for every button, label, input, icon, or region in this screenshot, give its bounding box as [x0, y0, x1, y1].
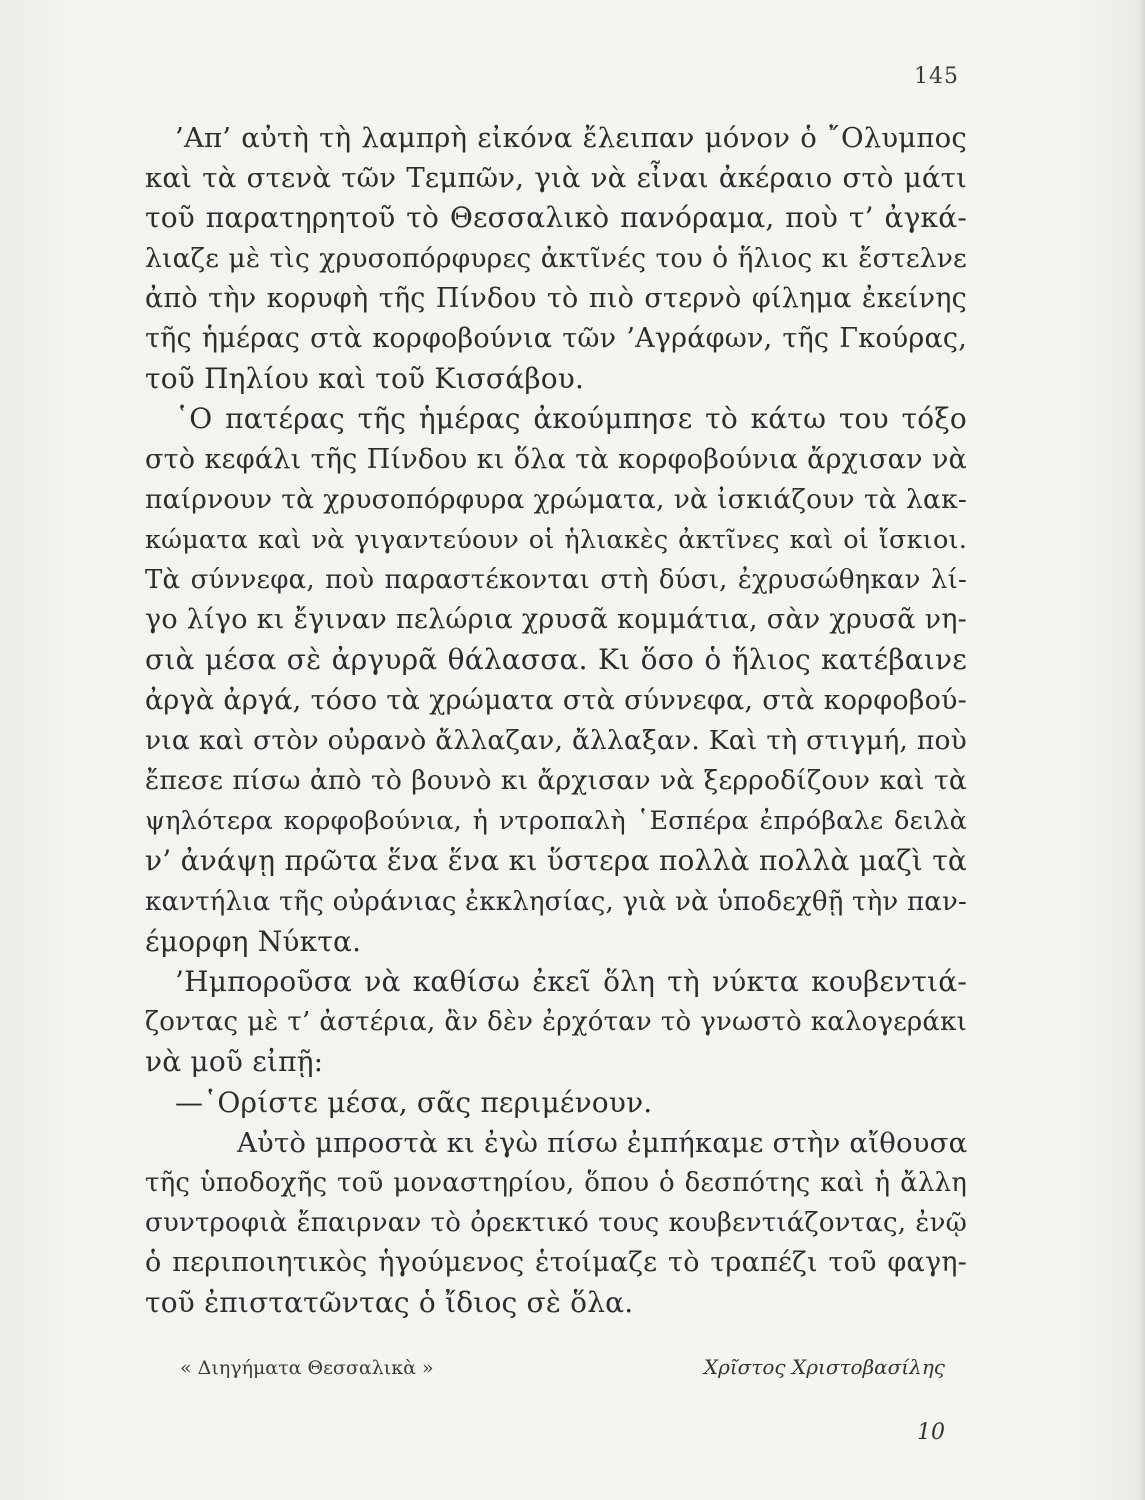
text-line: ζοντας μὲ τ’ ἀστέρια, ἂν δὲν ἐρχόταν τὸ γνωστὸ καλογεράκι: [145, 1007, 967, 1038]
text-line: ν’ ἀνάψῃ πρῶτα ἕνα ἕνα κι ὕστερα πολλὰ πολλὰ μαζὶ τὰ: [145, 844, 967, 878]
text-line: λιαζε μὲ τὶς χρυσοπόρφυρες ἀκτῖνές του ὁ ἥλιος κι ἔστελνε: [145, 242, 967, 274]
text-line: κώματα καὶ νὰ γιγαντεύουν οἱ ἡλιακὲς ἀκτῖνες καὶ οἱ ἴσκιοι.: [145, 524, 967, 555]
text-line: Τὰ σύννεφα, ποὺ παραστέκονται στὴ δύσι, ἐχρυσώθηκαν λί-: [145, 565, 967, 596]
page-number: 145: [914, 64, 959, 89]
text-line: —῾Ορίστε μέσα, σᾶς περιμένουν.: [175, 1085, 653, 1119]
text-line: τοῦ ἐπιστατῶντας ὁ ἴδιος σὲ ὅλα.: [145, 1286, 634, 1320]
page-edge-shadow: [1139, 0, 1145, 1500]
text-line: ἀργὰ ἀργά, τόσο τὰ χρώματα στὰ σύννεφα, στὰ κορφοβού-: [145, 684, 967, 716]
text-line: στὸ κεφάλι τῆς Πίνδου κι ὅλα τὰ κορφοβούνια ἄρχισαν νὰ: [145, 443, 967, 475]
text-line: συντροφιὰ ἔπαιρναν τὸ ὀρεκτικό τους κουβεντιάζοντας, ἐνῷ: [145, 1208, 967, 1239]
text-line: έμορφη Νύκτα.: [145, 924, 362, 958]
text-line: ὁ περιποιητικὸς ἡγούμενος ἑτοίμαζε τὸ τραπέζι τοῦ φαγη-: [145, 1247, 967, 1279]
text-line: ’Ημποροῦσα νὰ καθίσω ἐκεῖ ὅλη τὴ νύκτα κουβεντιά-: [175, 964, 967, 998]
text-line: ψηλότερα κορφοβούνια, ἡ ντροπαλὴ ῾Εσπέρα ἐπρόβαλε δειλὰ: [145, 806, 967, 837]
text-line: Αὐτὸ μπροστὰ κι ἐγὼ πίσω ἐμπήκαμε στὴν αἴθουσα: [237, 1126, 968, 1159]
signature-mark: 10: [917, 1420, 945, 1445]
text-line: τῆς ἡμέρας στὰ κορφοβούνια τῶν ’Αγράφων, τῆς Γκούρας,: [145, 322, 967, 354]
text-line: νια καὶ στὸν οὐρανὸ ἄλλαζαν, ἄλλαξαν. Καὶ τὴ στιγμή, ποὺ: [145, 724, 967, 756]
text-line: καντήλια τῆς οὐράνιας ἐκκλησίας, γιὰ νὰ ὑποδεχθῇ τὴν παν-: [145, 886, 967, 917]
text-line: ἀπὸ τὴν κορυφὴ τῆς Πίνδου τὸ πιὸ στερνὸ φίλημα ἐκείνης: [145, 282, 967, 314]
text-line: παίρνουν τὰ χρυσοπόρφυρα χρώματα, νὰ ἰσκιάζουν τὰ λακ-: [145, 483, 967, 515]
source-title: « Διηγήματα Θεσσαλικὰ »: [180, 1357, 434, 1379]
text-line: τῆς ὑποδοχῆς τοῦ μοναστηρίου, ὅπου ὁ δεσπότης καὶ ἡ ἄλλη: [145, 1167, 967, 1198]
text-line: γο λίγο κι ἔγιναν πελώρια χρυσᾶ κομμάτια, σὰν χρυσᾶ νη-: [145, 604, 967, 636]
body-text: [145, 118, 967, 1324]
author-name: Χρῖστος Χριστοβασίλης: [703, 1355, 945, 1379]
text-line: καὶ τὰ στενὰ τῶν Τεμπῶν, γιὰ νὰ εἶναι ἀκέραιο στὸ μάτι: [145, 162, 967, 195]
text-line: ἔπεσε πίσω ἀπὸ τὸ βουνὸ κι ἄρχισαν νὰ ξερροδίζουν καὶ τὰ: [145, 765, 967, 796]
text-line: ῾Ο πατέρας τῆς ἡμέρας ἀκούμπησε τὸ κάτω του τόξο: [175, 402, 967, 436]
text-line: νὰ μοῦ εἰπῇ:: [145, 1045, 324, 1079]
text-line: ’Απ’ αὐτὴ τὴ λαμπρὴ εἰκόνα ἔλειπαν μόνον ὁ ῎Ολυμπος: [175, 122, 967, 154]
text-line: τοῦ παρατηρητοῦ τὸ Θεσσαλικὸ πανόραμα, ποὺ τ’ ἀγκά-: [145, 201, 967, 235]
text-line: τοῦ Πηλίου καὶ τοῦ Κισσάβου.: [145, 362, 585, 396]
text-line: σιὰ μέσα σὲ ἀργυρᾶ θάλασσα. Κι ὅσο ὁ ἥλιος κατέβαινε: [145, 643, 967, 677]
